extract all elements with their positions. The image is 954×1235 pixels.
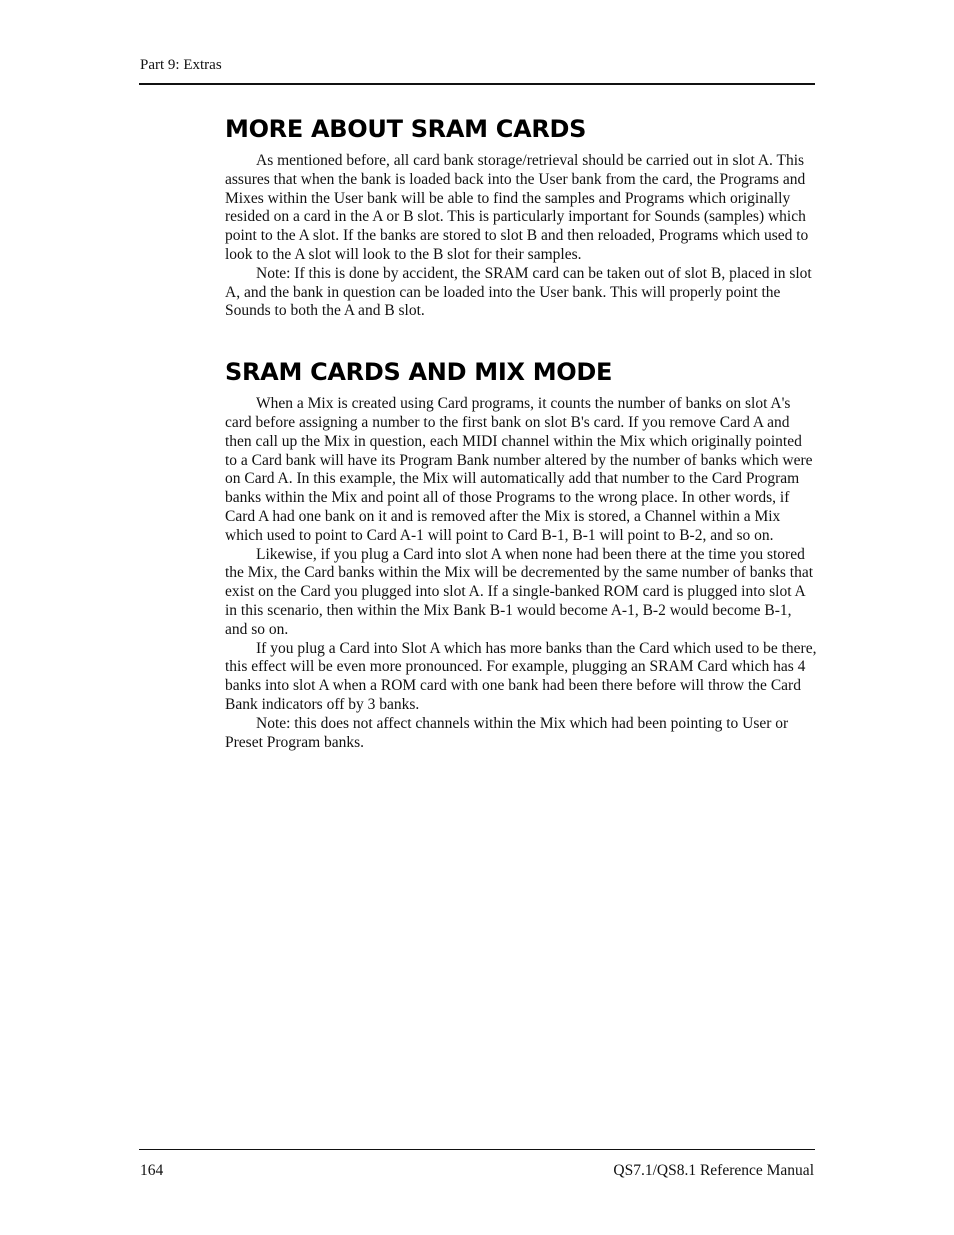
section-heading: SRAM CARDS AND MIX MODE (225, 358, 613, 387)
paragraph: Note: this does not affect channels within the Mix which had been pointing to User or Preset Program banks. (225, 714, 789, 751)
running-header: Part 9: Extras (140, 57, 222, 73)
paragraph: Note: If this is done by accident, the SRAM card can be taken out of slot B, placed in slot A, and the bank in question can be loaded into the User bank. This will properly point the Sounds to both the A and B slot. (225, 264, 812, 320)
page-content (225, 114, 817, 752)
section-body (225, 395, 817, 752)
section-heading: MORE ABOUT SRAM CARDS (225, 115, 587, 143)
paragraph: As mentioned before, all card bank storage/retrieval should be carried out in slot A. This assures that when the bank is loaded back into the User bank from the card, the Programs and Mixes within the User bank will be able to find the samples and Programs which originally resided on a card in the A or B slot. This is particularly important for Sounds (samples) which point to the A slot. If the banks are stored to slot B and then reloaded, Programs which used to look to the A slot will look to the B slot for their samples. (225, 152, 809, 263)
header-rule (139, 83, 815, 85)
section-sram-cards-and-mix-mode (225, 357, 817, 752)
section-more-about-sram-cards (225, 114, 817, 321)
footer-rule (139, 1149, 815, 1150)
section-body (225, 152, 817, 321)
paragraph: When a Mix is created using Card programs, it counts the number of banks on slot A's card before assigning a number to the first bank on slot B's card. If you remove Card A and then call up the Mix in question, each MIDI channel within the Mix which originally pointed to a Card bank will have its Program Bank number altered by the number of banks which were on Card A. In this example, the Mix will automatically add that number to the Card Program banks within the Mix and point all of those Programs to the wrong place. In other words, if Card A had one bank on it and is removed after the Mix is stored, a Channel within a Mix which used to point to Card A-1 will point to Card B-1, B-1 will point to B-2, and so on. (225, 395, 813, 544)
manual-title: QS7.1/QS8.1 Reference Manual (613, 1162, 814, 1179)
paragraph: Likewise, if you plug a Card into slot A when none had been there at the time you stored the Mix, the Card banks within the Mix will be decremented by the same number of banks that exist on the Card you plugged into slot A. If a single-banked ROM card is plugged into slot A in this scenario, then within the Mix Bank B-1 would become A-1, B-2 would become B-1, and so on. (225, 545, 814, 638)
section-spacer (225, 321, 817, 357)
page-number: 164 (140, 1162, 164, 1179)
paragraph: If you plug a Card into Slot A which has more banks than the Card which used to be there, this effect will be even more pronounced. For example, plugging an SRAM Card which has 4 banks into slot A when a ROM card with one bank had been there before will throw the Card Bank indicators off by 3 banks. (225, 639, 817, 713)
